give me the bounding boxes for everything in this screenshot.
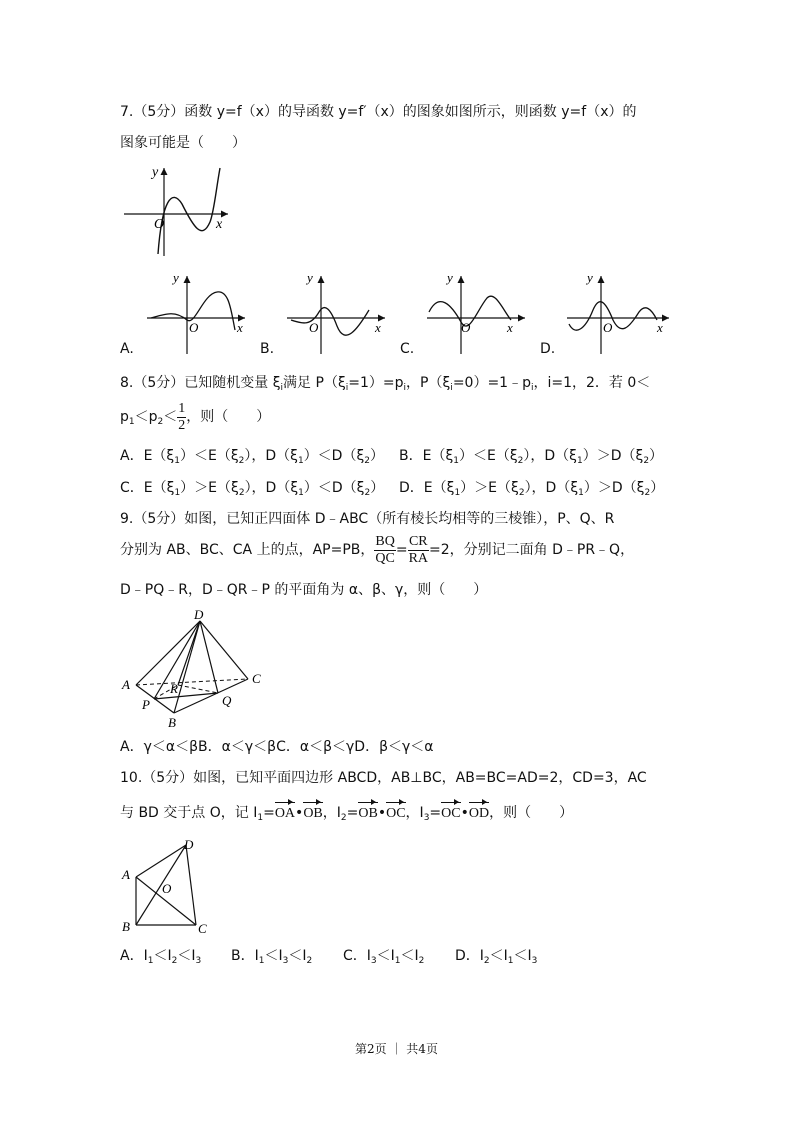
svg-text:x: x <box>507 320 513 335</box>
q7-option-c-graph <box>425 270 530 355</box>
q7-option-b[interactable]: B. <box>260 341 275 357</box>
q7-origin-label: O <box>154 217 165 232</box>
q8-option-c[interactable]: C．$E(\xi_1)>E(\xi_2)$，$D(\xi_1)<D(\xi_2)$ <box>120 480 385 498</box>
svg-text:D: D <box>194 607 204 622</box>
q7-option-a[interactable]: A. <box>120 341 134 357</box>
q9-options[interactable]: A．γ＜α＜βB．α＜γ＜βC．α＜β＜γD．β＜γ＜α <box>120 739 434 755</box>
q8-option-b[interactable]: B．$E(\xi_1)<E(\xi_2)$，$D(\xi_1)>D(\xi_2)$ <box>399 448 664 466</box>
svg-text:A: A <box>122 677 130 692</box>
svg-text:O: O <box>189 320 199 335</box>
q10-option-a[interactable]: A．$I_1<I_2<I_3$ <box>120 948 202 966</box>
svg-text:y: y <box>447 270 453 285</box>
svg-text:x: x <box>375 320 381 335</box>
q10-line1: 10.（5分）如图，已知平面四边形 ABCD，AB⊥BC，AB=BC=AD=2，CD=3，AC <box>120 770 647 786</box>
q8-line2: $p_1<p_2<$ $\frac{1}{2}$ ，则（ ） <box>120 400 271 433</box>
q7-option-a-graph <box>145 270 250 355</box>
svg-text:O: O <box>309 320 319 335</box>
q7-line2: 图象可能是（ ） <box>120 135 246 151</box>
svg-text:x: x <box>657 320 663 335</box>
q7-option-c[interactable]: C. <box>400 341 415 357</box>
svg-text:C: C <box>252 671 261 686</box>
q10-option-c[interactable]: C．$I_3<I_1<I_2$ <box>343 948 425 966</box>
svg-text:C: C <box>198 921 207 936</box>
q7-option-b-graph <box>285 270 390 355</box>
svg-text:R: R <box>170 681 178 696</box>
svg-text:D: D <box>184 837 194 852</box>
svg-text:A: A <box>122 867 130 882</box>
svg-text:O: O <box>603 320 613 335</box>
svg-text:y: y <box>307 270 313 285</box>
q8-fraction: $\frac{1}{2}$ <box>178 400 186 433</box>
q7-line1: 7.（5分）函数 y=f（x）的导函数 y=f′（x）的图象如图所示，则函数 y=f（x）的 <box>120 104 637 120</box>
svg-text:B: B <box>122 919 130 934</box>
q9-line1: 9.（5分）如图，已知正四面体 D﹣ABC（所有棱长均相等的三棱锥），P、Q、R <box>120 511 615 527</box>
svg-text:B: B <box>168 715 176 730</box>
q7-derivative-graph <box>120 160 240 260</box>
q10-quadrilateral-figure <box>118 835 218 940</box>
q9-line3: D﹣PQ﹣R，D﹣QR﹣P 的平面角为 α、β、γ，则（ ） <box>120 582 488 598</box>
q7-option-d[interactable]: D. <box>540 341 556 357</box>
q8-line1: 8.（5分）已知随机变量 $\xi_i$满足 $P(\xi_i=1)=p_i$，$P(\xi_i=0)=1﹣p_i$，i=1，2．若 0＜ <box>120 375 651 393</box>
q10-line2: 与 BD 交于点 O，记 $I_1=OA•OB$，$I_2=OB•OC$，$I_3=OC•OD$，则（ ） <box>120 805 574 823</box>
svg-text:x: x <box>237 320 243 335</box>
q7-axis-y-label: y <box>152 165 159 180</box>
q9-fraction-cr-ra: $\frac{CR}{RA}$ <box>408 533 429 566</box>
q9-fraction-bq-qc: $\frac{BQ}{QC}$ <box>375 533 395 566</box>
svg-text:Q: Q <box>222 693 232 708</box>
q8-option-a[interactable]: A．$E(\xi_1)<E(\xi_2)$，$D(\xi_1)<D(\xi_2)$ <box>120 448 385 466</box>
q9-line2: 分别为 AB、BC、CA 上的点，AP=PB， $\frac{BQ}{QC}$ = $\frac{CR}{RA}$ =2，分别记二面角 D﹣PR﹣Q， <box>120 533 635 566</box>
q7-option-d-graph <box>565 270 675 355</box>
svg-text:P: P <box>142 697 150 712</box>
q10-option-b[interactable]: B．$I_1<I_3<I_2$ <box>231 948 313 966</box>
q7-axis-x-label: x <box>216 217 223 232</box>
q10-option-d[interactable]: D．$I_2<I_1<I_3$ <box>455 948 538 966</box>
svg-text:y: y <box>587 270 593 285</box>
svg-text:O: O <box>461 320 471 335</box>
q9-tetrahedron-figure <box>118 605 268 730</box>
page-footer: 第2页 ｜ 共4页 <box>355 1042 438 1056</box>
svg-text:y: y <box>173 270 179 285</box>
q8-option-d[interactable]: D．$E(\xi_1)>E(\xi_2)$，$D(\xi_1)>D(\xi_2)$ <box>399 480 665 498</box>
svg-text:O: O <box>162 881 172 896</box>
